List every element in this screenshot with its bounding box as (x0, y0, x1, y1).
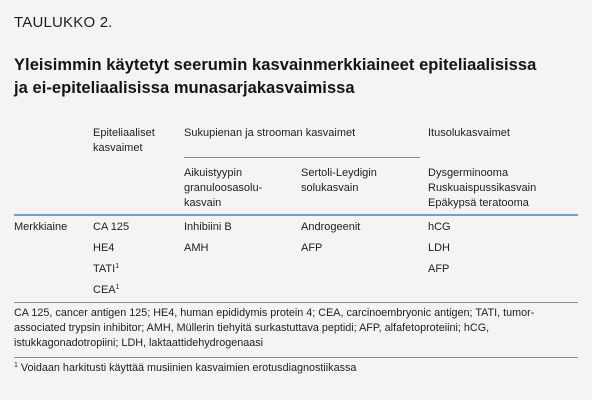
footnote-marker: 1 (115, 284, 120, 291)
header-granulosa-line: granuloosasolu- (184, 182, 263, 194)
header-granulosa-line: kasvain (184, 197, 222, 209)
marker-cell: HE4 (93, 242, 115, 254)
footnote-marker: 1 (115, 263, 120, 270)
footnote (14, 361, 356, 376)
row-label-marker: Merkkiaine (14, 221, 68, 233)
header-sertoli-line: solukasvain (301, 182, 359, 194)
header-germ-cell: Itusolukasvaimet (428, 127, 510, 139)
header-sertoli-line: Sertoli-Leydigin (301, 167, 377, 179)
abbreviations-note: CA 125, cancer antigen 125; HE4, human epididymis protein 4; CEA, carcinoembryonic antigen; TATI, tumor-associated trypsin inhibitor; AMH, Müllerin tiehyitä surkastuttava peptidi; AFP, alfafetoproteiini; hCG, istukkagonadotropiini; LDH, laktaattidehydrogenaasi (14, 307, 535, 349)
table-title-line-1: Yleisimmin käytetyt seerumin kasvainmerkkiaineet epiteliaalisissa (14, 56, 537, 74)
header-germ-type-line: Dysgerminooma (428, 167, 509, 179)
marker-text: TATI (93, 263, 116, 275)
body-bottom-rule (14, 302, 578, 303)
germ-cell-markers (428, 220, 451, 283)
header-germ-type-line: Epäkypsä teratooma (428, 197, 529, 209)
footnote-text: Voidaan harkitusti käyttää musiinien kasvaimien erotusdiagnostiikassa (20, 362, 357, 374)
header-sertoli-leydig (301, 166, 377, 196)
marker-cell: Androgeenit (301, 221, 361, 233)
epithelial-markers (93, 220, 129, 304)
header-germ-type-line: Ruskuaispussikasvain (428, 182, 537, 194)
granulosa-markers (184, 220, 232, 262)
marker-cell: AFP (428, 263, 450, 275)
table-title-line-2: ja ei-epiteliaalisissa munasarjakasvaimissa (14, 79, 355, 97)
sertoli-markers (301, 220, 360, 262)
marker-cell: LDH (428, 242, 451, 254)
table-label: TAULUKKO 2. (14, 14, 113, 31)
header-germ-cell-types (428, 166, 536, 211)
marker-cell (93, 262, 129, 283)
sex-cord-header-rule (184, 157, 420, 158)
header-sex-cord-stromal: Sukupienan ja strooman kasvaimet (184, 127, 356, 139)
marker-cell (93, 283, 129, 304)
marker-cell: hCG (428, 221, 451, 233)
footnote-rule (14, 357, 578, 358)
header-granulosa-line: Aikuistyypin (184, 167, 243, 179)
marker-cell: AFP (301, 242, 323, 254)
footnote-marker: 1 (14, 362, 18, 369)
header-epithelial (93, 126, 155, 156)
marker-text: CEA (93, 284, 116, 296)
header-epithelial-line: Epiteliaaliset (93, 127, 155, 139)
header-body-divider (14, 214, 578, 216)
marker-cell: Inhibiini B (184, 221, 232, 233)
marker-cell: CA 125 (93, 221, 130, 233)
header-granulosa (184, 166, 262, 211)
header-epithelial-line: kasvaimet (93, 142, 143, 154)
marker-cell: AMH (184, 242, 209, 254)
